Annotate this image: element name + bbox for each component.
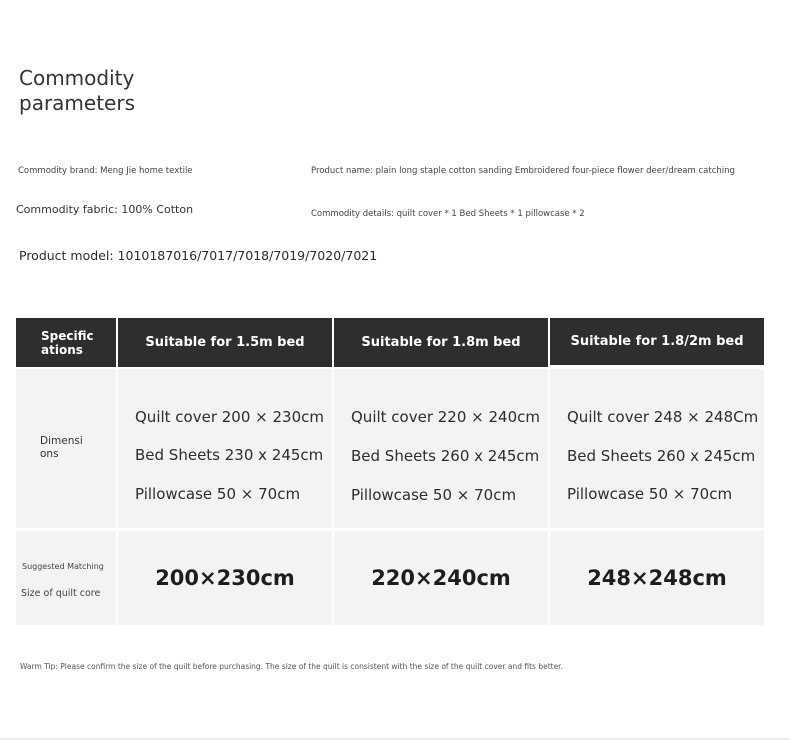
quilt-core-size-1-8-2m: 248×248cm (550, 531, 764, 625)
pillowcase-size: Pillowcase 50 × 70cm (135, 485, 301, 503)
header-col-1-8-2m: Suitable for 1.8/2m bed (550, 318, 764, 365)
product-model: Product model: 1010187016/7017/7018/7019/7020/7021 (19, 248, 378, 263)
dimensions-cell-1-5m (118, 369, 332, 528)
quilt-core-size-1-5m: 200×230cm (118, 531, 332, 625)
header-spec-line2: ations (41, 342, 83, 357)
dimensions-cell-1-8-2m (550, 369, 764, 528)
quilt-core-label-line1: Suggested Matching (22, 562, 104, 571)
dimensions-label-line2: ons (40, 448, 59, 460)
page-title-line1: Commodity (19, 66, 135, 90)
quilt-cover-size: Quilt cover 220 × 240cm (351, 408, 540, 426)
product-name: Product name: plain long staple cotton sanding Embroidered four-piece flower deer/dream catching (311, 166, 735, 176)
page-title-line2: parameters (19, 91, 136, 115)
quilt-core-label-cell (16, 531, 116, 625)
page-title (19, 66, 135, 116)
header-col-1-8m: Suitable for 1.8m bed (334, 318, 548, 367)
commodity-brand: Commodity brand: Meng Jie home textile (18, 166, 193, 176)
quilt-core-size-1-8m: 220×240cm (334, 531, 548, 625)
pillowcase-size: Pillowcase 50 × 70cm (567, 485, 733, 503)
pillowcase-size: Pillowcase 50 × 70cm (351, 486, 517, 504)
quilt-cover-size: Quilt cover 200 × 230cm (135, 408, 324, 426)
dimensions-label-cell (16, 369, 116, 528)
header-spec-line1: Specific (41, 328, 94, 343)
bed-sheets-size: Bed Sheets 230 x 245cm (135, 446, 324, 464)
bed-sheets-size: Bed Sheets 260 x 245cm (567, 447, 756, 465)
bed-sheets-size: Bed Sheets 260 x 245cm (351, 447, 540, 465)
commodity-details: Commodity details: quilt cover * 1 Bed Sheets * 1 pillowcase * 2 (311, 209, 585, 219)
dimensions-cell-1-8m (334, 369, 548, 528)
warm-tip: Warm Tip: Please confirm the size of the quilt before purchasing. The size of the quilt is consistent with the size of the quilt cover and fits better. (20, 662, 563, 671)
header-specifications (16, 318, 116, 367)
quilt-core-label-line2: Size of quilt core (21, 588, 101, 599)
header-col-1-5m: Suitable for 1.5m bed (118, 318, 332, 367)
commodity-fabric: Commodity fabric: 100% Cotton (16, 203, 194, 216)
quilt-cover-size: Quilt cover 248 × 248Cm (567, 408, 759, 426)
dimensions-label-line1: Dimensi (40, 435, 83, 447)
